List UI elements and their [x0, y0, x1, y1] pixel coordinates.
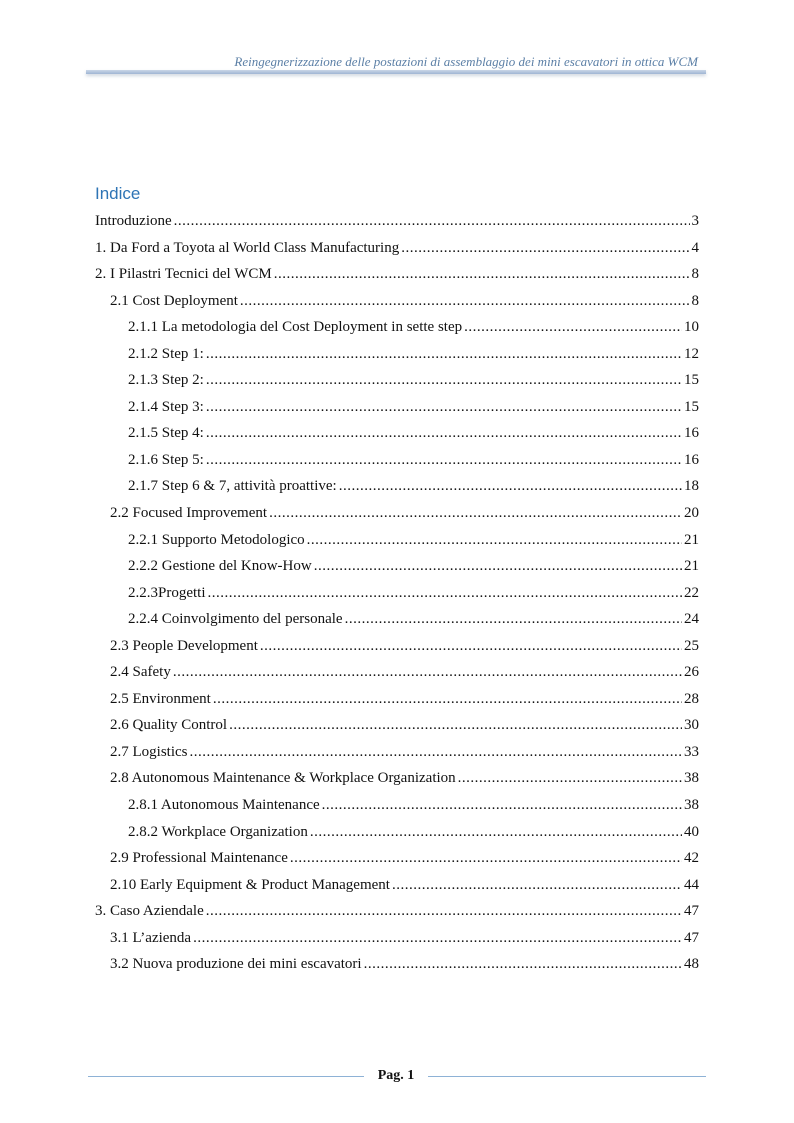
toc-leader-dots	[206, 341, 682, 368]
toc-entry-page: 12	[684, 345, 699, 362]
toc-entry-page: 16	[684, 451, 699, 468]
toc-entry-title: 2.4 Safety	[110, 664, 171, 681]
running-header-title: Reingegnerizzazione delle postazioni di assemblaggio dei mini escavatori in ottica WCM	[234, 54, 698, 69]
toc-leader-dots	[206, 447, 682, 474]
toc-entry-page: 8	[691, 266, 699, 283]
toc-entry-title: 2.1.6 Step 5:	[128, 451, 204, 468]
toc-entry-title: 3. Caso Aziendale	[95, 903, 204, 920]
toc-entry[interactable]	[95, 819, 699, 846]
toc-entry-title: 2.2 Focused Improvement	[110, 505, 268, 522]
toc-entry[interactable]	[95, 235, 699, 262]
toc-entry-page: 8	[691, 292, 699, 309]
toc-leader-dots	[206, 394, 682, 421]
toc-entry-title: 2.3 People Development	[110, 637, 258, 654]
toc-entry-title: 2.2.4 Coinvolgimento del personale	[128, 611, 343, 628]
toc-entry-title: 2.1.2 Step 1:	[128, 345, 204, 362]
footer-rule-left	[88, 1076, 364, 1077]
toc-entry[interactable]	[95, 261, 699, 288]
toc-leader-dots	[229, 712, 682, 739]
toc-entry-title: 1. Da Ford a Toyota al World Class Manufacturing	[95, 239, 400, 256]
toc-entry-title: 2.1 Cost Deployment	[110, 292, 238, 309]
toc-entry[interactable]	[95, 739, 699, 766]
toc-entry[interactable]	[95, 288, 699, 315]
toc-entry-page: 21	[684, 531, 699, 548]
table-of-contents	[95, 208, 699, 978]
toc-entry-page: 44	[684, 876, 699, 893]
toc-entry-page: 38	[684, 797, 699, 814]
toc-entry[interactable]	[95, 500, 699, 527]
toc-entry-title: 3.1 L’azienda	[110, 929, 192, 946]
toc-leader-dots	[364, 951, 682, 978]
toc-entry-title: 2. I Pilastri Tecnici del WCM	[95, 266, 272, 283]
toc-leader-dots	[213, 686, 682, 713]
toc-entry[interactable]	[95, 447, 699, 474]
toc-leader-dots	[307, 527, 682, 554]
toc-entry-page: 33	[684, 743, 699, 760]
toc-entry[interactable]	[95, 341, 699, 368]
toc-heading: Indice	[95, 184, 141, 203]
toc-entry-title: 2.8.2 Workplace Organization	[128, 823, 308, 840]
toc-leader-dots	[190, 739, 683, 766]
toc-entry[interactable]	[95, 606, 699, 633]
toc-entry[interactable]	[95, 527, 699, 554]
toc-leader-dots	[464, 314, 682, 341]
toc-entry[interactable]	[95, 765, 699, 792]
toc-leader-dots	[206, 367, 682, 394]
toc-entry[interactable]	[95, 951, 699, 978]
toc-entry-page: 15	[684, 398, 699, 415]
toc-leader-dots	[401, 235, 689, 262]
toc-leader-dots	[173, 659, 682, 686]
toc-entry[interactable]	[95, 925, 699, 952]
toc-leader-dots	[193, 925, 682, 952]
toc-entry-page: 22	[684, 584, 699, 601]
toc-entry-title: 2.6 Quality Control	[110, 717, 228, 734]
toc-entry-title: 2.2.3Progetti	[128, 584, 206, 601]
toc-leader-dots	[206, 898, 682, 925]
toc-entry-title: 2.9 Professional Maintenance	[110, 850, 288, 867]
toc-entry-page: 4	[691, 239, 699, 256]
toc-leader-dots	[174, 208, 690, 235]
toc-entry[interactable]	[95, 580, 699, 607]
toc-entry[interactable]	[95, 686, 699, 713]
toc-entry-page: 26	[684, 664, 699, 681]
toc-entry-page: 3	[691, 213, 699, 229]
toc-leader-dots	[269, 500, 682, 527]
toc-leader-dots	[206, 420, 682, 447]
toc-entry-title: 2.5 Environment	[110, 690, 211, 707]
toc-leader-dots	[208, 580, 683, 607]
toc-entry[interactable]	[95, 420, 699, 447]
toc-entry-page: 10	[684, 319, 699, 336]
toc-entry[interactable]	[95, 712, 699, 739]
toc-entry-title: 2.1.3 Step 2:	[128, 372, 204, 389]
toc-entry[interactable]	[95, 659, 699, 686]
toc-leader-dots	[310, 819, 682, 846]
toc-entry-page: 47	[684, 929, 699, 946]
toc-entry-title: 2.1.7 Step 6 & 7, attività proattive:	[128, 478, 337, 495]
toc-entry[interactable]	[95, 898, 699, 925]
toc-entry-title: 2.2.2 Gestione del Know-How	[128, 558, 312, 575]
toc-entry-title: 2.2.1 Supporto Metodologico	[128, 531, 305, 548]
toc-entry-page: 21	[684, 558, 699, 575]
header-rule	[86, 70, 706, 74]
toc-entry[interactable]	[95, 792, 699, 819]
toc-entry-page: 25	[684, 637, 699, 654]
toc-entry-title: 2.1.1 La metodologia del Cost Deployment in sette step	[128, 319, 463, 336]
toc-entry-title: 2.8 Autonomous Maintenance & Workplace Organization	[110, 770, 456, 787]
toc-leader-dots	[290, 845, 682, 872]
toc-entry-page: 16	[684, 425, 699, 442]
toc-entry-title: 3.2 Nuova produzione dei mini escavatori	[110, 956, 362, 973]
toc-entry-page: 42	[684, 850, 699, 867]
toc-entry-page: 47	[684, 903, 699, 920]
toc-entry-page: 18	[684, 478, 699, 495]
toc-leader-dots	[345, 606, 682, 633]
toc-entry-page: 30	[684, 717, 699, 734]
toc-entry-page: 28	[684, 690, 699, 707]
toc-leader-dots	[322, 792, 682, 819]
toc-entry[interactable]	[95, 845, 699, 872]
toc-entry-title: 2.7 Logistics	[110, 743, 188, 760]
toc-leader-dots	[274, 261, 690, 288]
toc-entry[interactable]	[95, 872, 699, 899]
toc-entry[interactable]	[95, 314, 699, 341]
toc-leader-dots	[240, 288, 690, 315]
toc-leader-dots	[392, 872, 682, 899]
toc-entry[interactable]	[95, 394, 699, 421]
toc-entry[interactable]	[95, 473, 699, 500]
toc-entry-title: 2.10 Early Equipment & Product Management	[110, 876, 390, 893]
toc-entry[interactable]	[95, 553, 699, 580]
toc-entry[interactable]	[95, 367, 699, 394]
toc-leader-dots	[339, 473, 682, 500]
toc-leader-dots	[260, 633, 682, 660]
toc-entry-page: 20	[684, 505, 699, 522]
footer-page-number: Pag. 1	[377, 1068, 415, 1083]
toc-entry-page: 15	[684, 372, 699, 389]
toc-entry-page: 40	[684, 823, 699, 840]
toc-entry-title: 2.8.1 Autonomous Maintenance	[128, 797, 320, 814]
toc-entry-title: 2.1.4 Step 3:	[128, 398, 204, 415]
toc-entry-page: 24	[684, 611, 699, 628]
toc-entry-title: 2.1.5 Step 4:	[128, 425, 204, 442]
footer-rule-right	[428, 1076, 706, 1077]
toc-entry-title: Introduzione	[95, 213, 172, 229]
toc-entry-page: 48	[684, 956, 699, 973]
toc-entry-page: 38	[684, 770, 699, 787]
toc-leader-dots	[314, 553, 682, 580]
toc-leader-dots	[458, 765, 682, 792]
toc-entry[interactable]	[95, 208, 699, 235]
toc-entry[interactable]	[95, 633, 699, 660]
